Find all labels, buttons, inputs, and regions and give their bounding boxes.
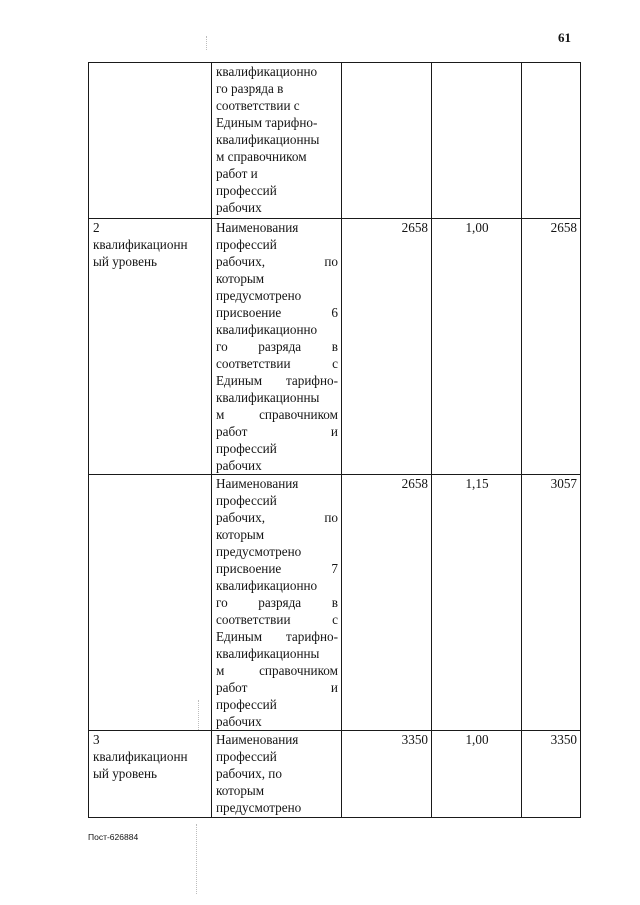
profession-description: Наименования профессий рабочих, по которым предусмотрено присвоение 6 квалификационно го разряда в соответствии с Единым тарифно- квалификационны м справочником работ и профессий рабочих: [216, 220, 338, 473]
qualification-level: 2 квалификационн ый уровень: [93, 220, 188, 269]
coefficient-cell: [432, 63, 522, 219]
qualification-level: 3 квалификационн ый уровень: [93, 732, 188, 781]
base-salary-cell: 3350: [342, 731, 432, 818]
table-row: [89, 63, 581, 219]
salary-rate-cell: 2658: [522, 219, 581, 475]
salary-table: [88, 62, 581, 818]
base-salary-cell: 2658: [342, 219, 432, 475]
footer-document-code: Пост-626884: [88, 832, 139, 842]
page-number: 61: [558, 30, 571, 45]
profession-description: квалификационно го разряда в соответствии с Единым тарифно- квалификационны м справочником работ и профессий рабочих: [216, 64, 320, 215]
coefficient-cell: 1,00: [432, 731, 522, 818]
salary-rate-cell: 3350: [522, 731, 581, 818]
profession-description: Наименования профессий рабочих, по которым предусмотрено: [216, 732, 302, 815]
description-cell: [212, 731, 342, 818]
scan-artifact: [196, 824, 197, 894]
scan-artifact: [198, 700, 199, 730]
coefficient-cell: 1,00: [432, 219, 522, 475]
salary-rate-cell: [522, 63, 581, 219]
base-salary-cell: 2658: [342, 475, 432, 731]
salary-rate-cell: 3057: [522, 475, 581, 731]
profession-description: Наименования профессий рабочих, по которым предусмотрено присвоение 7 квалификационно го разряда в соответствии с Единым тарифно- квалификационны м справочником работ и профессий рабочих: [216, 476, 338, 729]
description-cell: [212, 219, 342, 475]
table-row: [89, 219, 581, 475]
group-cell: [89, 219, 212, 475]
description-cell: [212, 475, 342, 731]
group-cell: [89, 475, 212, 731]
table-row: [89, 475, 581, 731]
table-row: [89, 731, 581, 818]
description-cell: [212, 63, 342, 219]
coefficient-cell: 1,15: [432, 475, 522, 731]
group-cell: [89, 63, 212, 219]
base-salary-cell: [342, 63, 432, 219]
scan-artifact: [206, 36, 207, 50]
group-cell: [89, 731, 212, 818]
